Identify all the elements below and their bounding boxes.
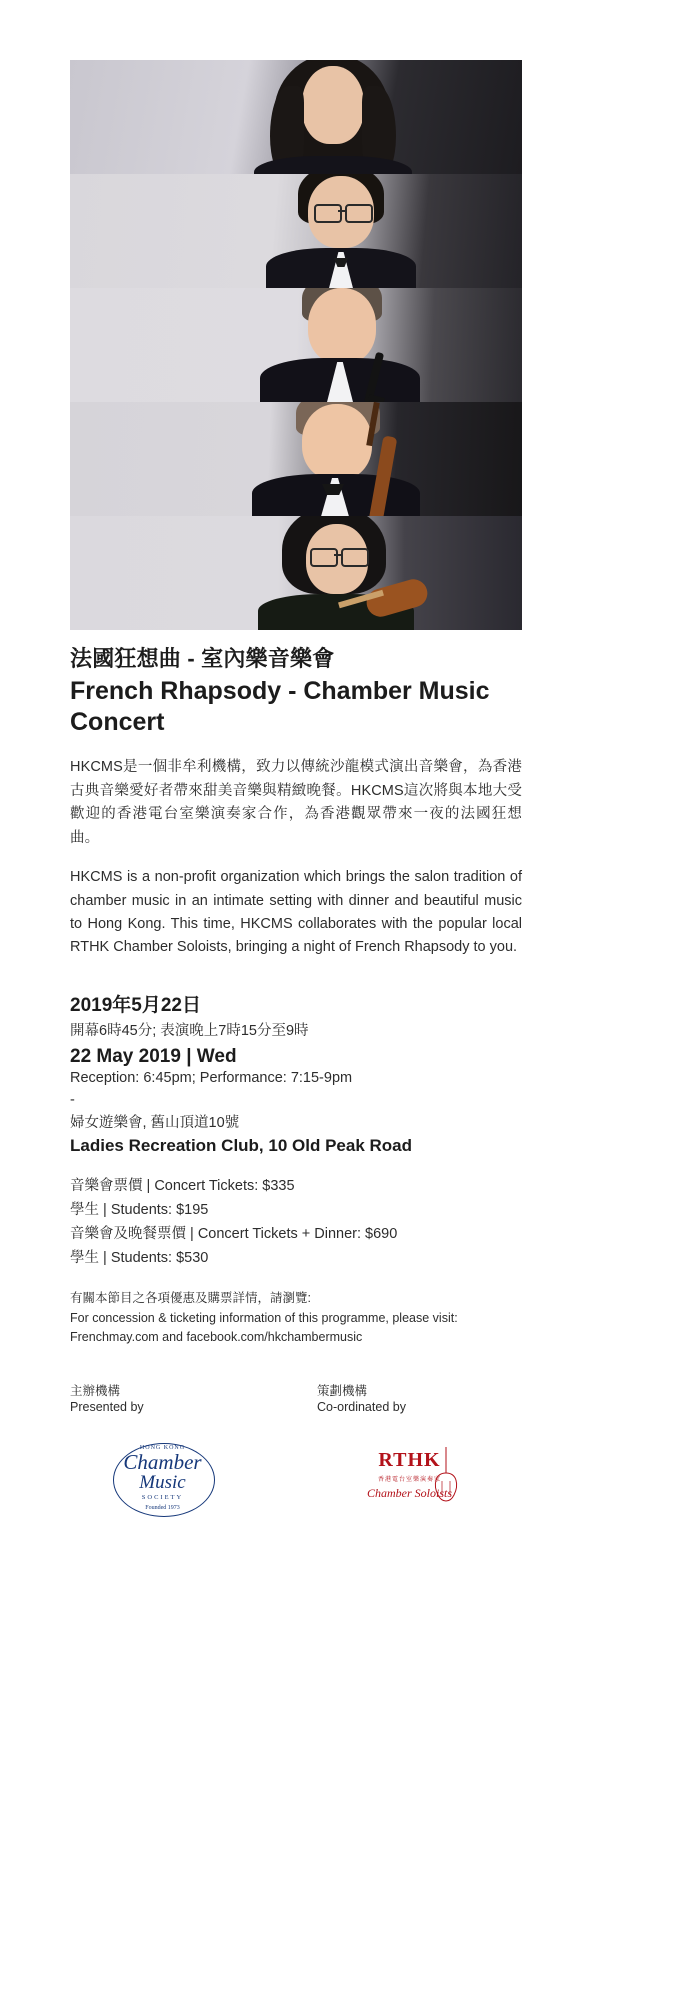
note-line-links[interactable]: Frenchmay.com and facebook.com/hkchambermusic [70,1330,363,1345]
credit-label-en: Presented by [70,1400,144,1415]
description-cn: HKCMS是一個非牟利機構，致力以傳統沙龍模式演出音樂會，為香港古典音樂愛好者帶來甜美音樂與精緻晚餐。HKCMS這次將與本地大受歡迎的香港電台室樂演奏家合作，為香港觀眾帶來一夜的法國狂想曲。 [70,759,522,846]
venue-cn: 婦女遊樂會, 舊山頂道10號 [70,1115,240,1132]
logo-ring-shape [113,1443,215,1517]
performer-photo-cellist [70,402,522,516]
separator-dash: - [70,1091,75,1108]
credit-label-cn: 主辦機構 [70,1384,121,1399]
credits-row [70,1381,522,1414]
event-date-cn: 2019年5月22日 [70,994,201,1016]
rthk-logo-sub: Chamber Soloists [366,1486,452,1501]
ticketing-notes [70,1289,522,1347]
note-line-cn: 有關本節目之各項優惠及購票詳情，請瀏覽: [70,1291,311,1306]
price-concert-student: 學生 | Students: $195 [70,1202,209,1219]
pianist-figure [70,174,522,288]
price-dinner-regular: 音樂會及晚餐票價 | Concert Tickets + Dinner: $690 [70,1226,398,1243]
hkcms-logo [111,1439,215,1519]
cellist-figure [70,402,522,516]
credit-label-en: Co-ordinated by [317,1400,406,1415]
performer-photo-strip [70,60,522,630]
performer-photo-violinist [70,516,522,630]
venue-en: Ladies Recreation Club, 10 Old Peak Road [70,1136,412,1156]
event-time-en: Reception: 6:45pm; Performance: 7:15-9pm [70,1069,353,1086]
hkcms-logo-founded: Founded 1973 [145,1505,180,1512]
credit-presented-by [70,1381,255,1414]
spacer [70,976,522,990]
performer-photo-pianist [70,174,522,288]
performer-photo-soprano [70,60,522,174]
hkcms-logo-word-music: Music [139,1472,186,1494]
page-title-cn: 法國狂想曲 - 室內樂音樂會 [70,646,335,671]
hkcms-logo-word-society: SOCIETY [141,1494,184,1502]
hkcms-logo-arc-text: HONG KONG [139,1445,186,1452]
clarinetist-figure [70,288,522,402]
price-dinner-student: 學生 | Students: $530 [70,1250,209,1267]
hkcms-logo-word-chamber: Chamber [123,1450,202,1475]
note-line-en: For concession & ticketing information of this programme, please visit: [70,1310,458,1325]
performer-photo-clarinetist [70,288,522,402]
page-title-en: French Rhapsody - Chamber Music Concert [70,676,490,736]
price-concert-regular: 音樂會票價 | Concert Tickets: $335 [70,1178,295,1195]
soprano-figure [70,60,522,174]
rthk-logo [345,1439,475,1519]
credit-label-cn: 策劃機構 [317,1384,368,1399]
logo-hkcms-box [70,1436,255,1522]
cello-icon [429,1443,463,1509]
poster-content [70,645,522,1522]
rthk-logo-word: RTHK [378,1449,441,1472]
logos-row [70,1436,522,1522]
rthk-logo-cn: 香港電台室樂演奏家 [377,1477,441,1484]
event-date-en: 22 May 2019 | Wed [70,1045,237,1067]
credit-coordinated-by [317,1381,502,1414]
event-time-cn: 開幕6時45分; 表演晚上7時15分至9時 [70,1022,309,1039]
logo-rthk-box [317,1436,502,1522]
description-en: HKCMS is a non-profit organization which brings the salon tradition of chamber music in an intimate setting with dinner and beautiful music to Hong Kong. This time, HKCMS collaborates with the popular local RTHK Chamber Soloists, bringing a night of French Rhapsody to you. [70,869,522,956]
violinist-figure [70,516,522,630]
